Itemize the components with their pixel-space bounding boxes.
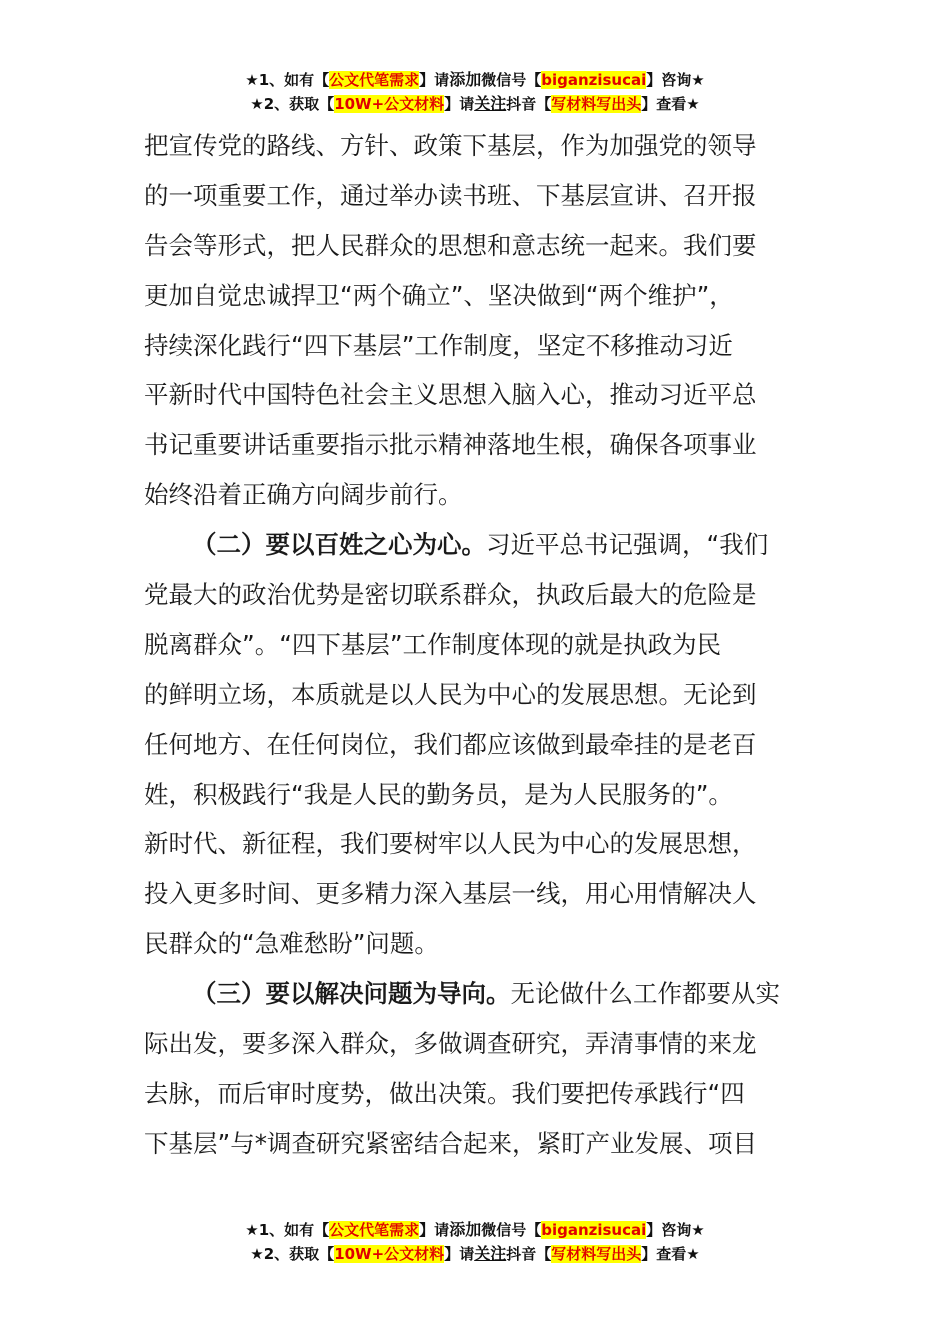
body-line: 下基层”与*调查研究紧密结合起来，紧盯产业发展、项目 <box>144 1128 757 1158</box>
promo-text: 微信号【 <box>481 71 542 89</box>
promo-emphasis: 关注 <box>474 94 507 113</box>
promo-emphasis: 添加 <box>449 70 482 89</box>
document-body <box>144 121 806 1169</box>
body-text: 习近平总书记强调，“我们 <box>486 530 769 560</box>
promo-text: 】请 <box>444 1245 475 1263</box>
promo-banner-top <box>0 68 950 116</box>
promo-text: 】请 <box>444 95 475 113</box>
body-line: 的鲜明立场，本质就是以人民为中心的发展思想。无论到 <box>144 679 757 709</box>
body-line: 脱离群众”。“四下基层”工作制度体现的就是执政为民 <box>144 629 722 659</box>
promo-line-2 <box>0 92 950 116</box>
body-line: 平新时代中国特色社会主义思想入脑入心，推动习近平总 <box>144 380 757 410</box>
promo-text: 】咨询★ <box>646 71 705 89</box>
body-line: 告会等形式，把人民群众的思想和意志统一起来。我们要 <box>144 230 757 260</box>
promo-text: ★2、获取【 <box>250 95 335 113</box>
promo-text: 】查看★ <box>641 95 700 113</box>
promo-highlight: 写材料写出头 <box>551 1245 642 1263</box>
promo-text: 】请 <box>419 1221 450 1239</box>
body-line: 把宣传党的路线、方针、政策下基层，作为加强党的领导 <box>144 131 757 160</box>
promo-line-2 <box>0 1242 950 1266</box>
body-line: 际出发，要多深入群众，多做调查研究，弄清事情的来龙 <box>144 1029 757 1059</box>
promo-text: ★1、如有【 <box>245 1221 330 1239</box>
promo-emphasis: 关注 <box>474 1244 507 1263</box>
promo-line-1 <box>0 1218 950 1242</box>
promo-text: 抖音【 <box>506 95 552 113</box>
paragraph-2-first-line <box>144 520 806 570</box>
promo-highlight: 10W+公文材料 <box>334 1245 445 1263</box>
body-line: 任何地方、在任何岗位，我们都应该做到最牵挂的是老百 <box>144 729 757 759</box>
body-line: 持续深化践行“四下基层”工作制度，坚定不移推动习近 <box>144 330 733 360</box>
promo-highlight: 公文代笔需求 <box>329 71 420 89</box>
body-line: 的一项重要工作，通过举办读书班、下基层宣讲、召开报 <box>144 180 757 210</box>
body-line: 党最大的政治优势是密切联系群众，执政后最大的危险是 <box>144 580 757 610</box>
promo-text: 】请 <box>419 71 450 89</box>
body-line: 书记重要讲话重要指示批示精神落地生根，确保各项事业 <box>144 430 757 460</box>
body-line: 更加自觉忠诚捍卫“两个确立”、坚决做到“两个维护”， <box>144 280 734 310</box>
promo-banner-bottom <box>0 1218 950 1266</box>
promo-highlight: biganzisucai <box>541 71 647 89</box>
promo-highlight: 10W+公文材料 <box>334 95 445 113</box>
promo-text: 微信号【 <box>481 1221 542 1239</box>
promo-text: 抖音【 <box>506 1245 552 1263</box>
body-line: 投入更多时间、更多精力深入基层一线，用心用情解决人 <box>144 879 757 909</box>
section-heading: （二）要以百姓之心为心。 <box>192 530 486 560</box>
promo-text: 】查看★ <box>641 1245 700 1263</box>
promo-emphasis: 添加 <box>449 1220 482 1239</box>
body-line: 民群众的“急难愁盼”问题。 <box>144 929 439 959</box>
body-line: 去脉，而后审时度势，做出决策。我们要把传承践行“四 <box>144 1078 745 1108</box>
promo-highlight: 公文代笔需求 <box>329 1221 420 1239</box>
promo-text: ★2、获取【 <box>250 1245 335 1263</box>
body-text: 无论做什么工作都要从实 <box>510 979 780 1009</box>
promo-highlight: biganzisucai <box>541 1221 647 1239</box>
section-heading: （三）要以解决问题为导向。 <box>192 979 511 1009</box>
promo-text: 】咨询★ <box>646 1221 705 1239</box>
promo-line-1 <box>0 68 950 92</box>
promo-text: ★1、如有【 <box>245 71 330 89</box>
body-line: 始终沿着正确方向阔步前行。 <box>144 480 463 510</box>
paragraph-3-first-line <box>144 969 806 1019</box>
promo-highlight: 写材料写出头 <box>551 95 642 113</box>
body-line: 姓，积极践行“我是人民的勤务员，是为人民服务的”。 <box>144 779 733 809</box>
body-line: 新时代、新征程，我们要树牢以人民为中心的发展思想， <box>144 829 757 859</box>
